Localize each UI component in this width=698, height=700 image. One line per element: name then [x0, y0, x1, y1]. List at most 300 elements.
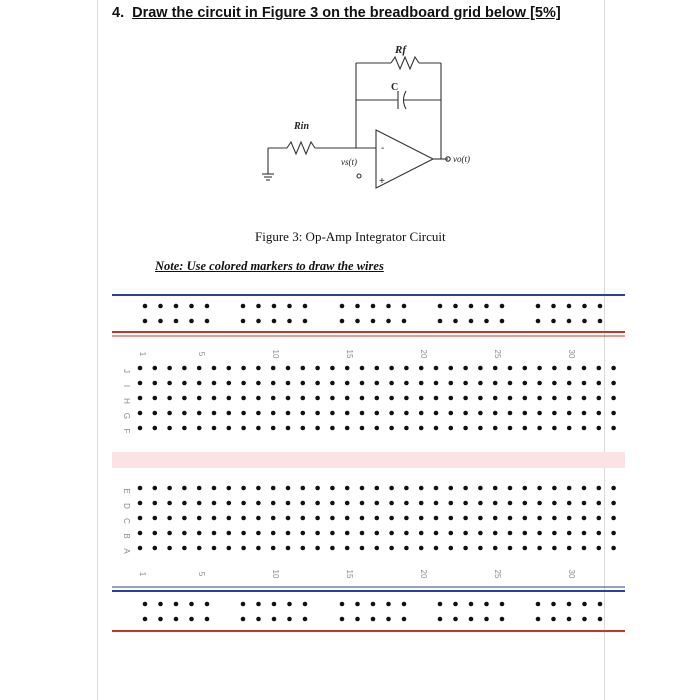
hole-j-30	[567, 366, 572, 371]
hole-e-8	[241, 486, 246, 491]
hole-i-9	[256, 381, 261, 386]
rail-bottom-2-hole	[551, 617, 556, 622]
hole-f-16	[360, 426, 365, 431]
hole-h-2	[153, 396, 158, 401]
hole-e-20	[419, 486, 424, 491]
hole-b-28	[537, 531, 542, 536]
column-number-bottom-5: 5	[197, 571, 207, 577]
hole-f-25	[493, 426, 498, 431]
hole-c-17	[375, 516, 380, 521]
hole-e-19	[404, 486, 409, 491]
hole-g-11	[286, 411, 291, 416]
row-letter-i: I	[122, 384, 131, 388]
hole-h-15	[345, 396, 350, 401]
hole-d-11	[286, 501, 291, 506]
hole-i-33	[611, 381, 616, 386]
rail-bottom-1-hole	[256, 602, 261, 607]
hole-a-28	[537, 546, 542, 551]
hole-c-14	[330, 516, 335, 521]
column-number-bottom-1: 1	[138, 571, 147, 577]
hole-c-9	[256, 516, 261, 521]
hole-a-27	[523, 546, 528, 551]
hole-c-16	[360, 516, 365, 521]
rail-bottom-1-hole	[371, 602, 376, 607]
rail-bottom-2-hole	[469, 617, 474, 622]
hole-h-28	[537, 396, 542, 401]
hole-j-7	[227, 366, 232, 371]
hole-b-6	[212, 531, 217, 536]
row-letter-j: J	[122, 369, 131, 373]
hole-i-26	[508, 381, 513, 386]
hole-g-23	[463, 411, 468, 416]
hole-d-33	[611, 501, 616, 506]
hole-j-23	[463, 366, 468, 371]
hole-e-11	[286, 486, 291, 491]
rail-top-2-hole	[355, 319, 360, 324]
hole-f-21	[434, 426, 439, 431]
rail-bottom-2-hole	[143, 617, 148, 622]
rail-top-2-hole	[340, 319, 345, 324]
hole-e-14	[330, 486, 335, 491]
rail-bottom-1-hole	[386, 602, 391, 607]
rail-bottom-1-hole	[582, 602, 587, 607]
rail-bottom-2-hole	[567, 617, 572, 622]
hole-e-4	[182, 486, 187, 491]
hole-b-27	[523, 531, 528, 536]
hole-h-33	[611, 396, 616, 401]
rail-bottom-2-hole	[174, 617, 179, 622]
rail-bottom-2-hole	[582, 617, 587, 622]
rail-top-1-hole	[598, 304, 603, 309]
hole-d-5	[197, 501, 202, 506]
question-number: 4.	[112, 5, 125, 21]
rail-top-1-hole	[469, 304, 474, 309]
rail-bottom-1-hole	[189, 602, 194, 607]
hole-i-18	[389, 381, 394, 386]
hole-e-2	[153, 486, 158, 491]
hole-b-9	[256, 531, 261, 536]
rail-top-1-hole	[272, 304, 277, 309]
rail-top-1-hole	[205, 304, 210, 309]
hole-c-18	[389, 516, 394, 521]
hole-h-31	[582, 396, 587, 401]
hole-f-18	[389, 426, 394, 431]
column-number-top-10: 10	[271, 349, 281, 359]
hole-d-22	[449, 501, 454, 506]
hole-c-11	[286, 516, 291, 521]
rail-bottom-2-hole	[402, 617, 407, 622]
rail-top-1-hole	[453, 304, 458, 309]
hole-h-19	[404, 396, 409, 401]
hole-j-14	[330, 366, 335, 371]
rail-top-2-hole	[158, 319, 163, 324]
hole-e-17	[375, 486, 380, 491]
row-letter-d: D	[122, 503, 131, 509]
hole-i-31	[582, 381, 587, 386]
hole-d-12	[301, 501, 306, 506]
rail-top-2-hole	[241, 319, 246, 324]
rail-top-2-hole	[598, 319, 603, 324]
hole-g-5	[197, 411, 202, 416]
hole-f-6	[212, 426, 217, 431]
hole-h-12	[301, 396, 306, 401]
rail-top-2-hole	[469, 319, 474, 324]
rail-top-2-hole	[272, 319, 277, 324]
hole-a-6	[212, 546, 217, 551]
hole-c-7	[227, 516, 232, 521]
hole-a-17	[375, 546, 380, 551]
hole-a-32	[597, 546, 602, 551]
hole-i-16	[360, 381, 365, 386]
hole-b-25	[493, 531, 498, 536]
hole-d-10	[271, 501, 276, 506]
hole-a-16	[360, 546, 365, 551]
hole-c-10	[271, 516, 276, 521]
rail-top-2-hole	[582, 319, 587, 324]
rail-bottom-1-hole	[551, 602, 556, 607]
row-letter-a: A	[122, 548, 131, 554]
hole-h-14	[330, 396, 335, 401]
hole-f-14	[330, 426, 335, 431]
hole-d-15	[345, 501, 350, 506]
hole-j-24	[478, 366, 483, 371]
hole-e-27	[523, 486, 528, 491]
hole-j-32	[597, 366, 602, 371]
hole-b-10	[271, 531, 276, 536]
hole-h-18	[389, 396, 394, 401]
rail-top-2-hole	[303, 319, 308, 324]
hole-g-19	[404, 411, 409, 416]
hole-f-3	[167, 426, 172, 431]
hole-c-5	[197, 516, 202, 521]
column-number-bottom-25: 25	[493, 569, 503, 579]
hole-g-15	[345, 411, 350, 416]
hole-j-10	[271, 366, 276, 371]
hole-a-10	[271, 546, 276, 551]
rail-bottom-2-hole	[598, 617, 603, 622]
hole-b-8	[241, 531, 246, 536]
hole-i-15	[345, 381, 350, 386]
rail-bottom-1-hole	[438, 602, 443, 607]
rail-bottom-1-hole	[453, 602, 458, 607]
hole-i-5	[197, 381, 202, 386]
row-letter-h: H	[122, 398, 131, 404]
hole-j-17	[375, 366, 380, 371]
hole-a-22	[449, 546, 454, 551]
hole-i-21	[434, 381, 439, 386]
hole-c-25	[493, 516, 498, 521]
hole-a-23	[463, 546, 468, 551]
hole-i-24	[478, 381, 483, 386]
rail-bottom-1-hole	[303, 602, 308, 607]
rail-bottom-1-hole	[500, 602, 505, 607]
hole-f-10	[271, 426, 276, 431]
hole-a-18	[389, 546, 394, 551]
rail-top-2-hole	[551, 319, 556, 324]
hole-d-19	[404, 501, 409, 506]
column-number-bottom-30: 30	[567, 569, 577, 579]
hole-g-21	[434, 411, 439, 416]
hole-d-26	[508, 501, 513, 506]
hole-j-25	[493, 366, 498, 371]
rail-bottom-1-hole	[340, 602, 345, 607]
hole-a-7	[227, 546, 232, 551]
hole-i-22	[449, 381, 454, 386]
input-voltage-label: vs(t)	[341, 157, 357, 167]
hole-a-30	[567, 546, 572, 551]
rail-bottom-1-hole	[205, 602, 210, 607]
hole-c-21	[434, 516, 439, 521]
hole-h-3	[167, 396, 172, 401]
rail-top-2-hole	[189, 319, 194, 324]
hole-c-3	[167, 516, 172, 521]
column-number-top-15: 15	[345, 349, 355, 359]
hole-a-14	[330, 546, 335, 551]
hole-c-23	[463, 516, 468, 521]
hole-g-26	[508, 411, 513, 416]
hole-c-31	[582, 516, 587, 521]
rail-top-1-hole	[484, 304, 489, 309]
hole-i-11	[286, 381, 291, 386]
hole-b-12	[301, 531, 306, 536]
hole-c-1	[138, 516, 143, 521]
hole-b-18	[389, 531, 394, 536]
hole-f-26	[508, 426, 513, 431]
hole-h-9	[256, 396, 261, 401]
rail-top-1-hole	[500, 304, 505, 309]
hole-g-31	[582, 411, 587, 416]
rail-top-2-hole	[143, 319, 148, 324]
hole-c-24	[478, 516, 483, 521]
hole-h-11	[286, 396, 291, 401]
hole-j-5	[197, 366, 202, 371]
hole-g-3	[167, 411, 172, 416]
hole-h-24	[478, 396, 483, 401]
hole-b-26	[508, 531, 513, 536]
hole-i-13	[315, 381, 320, 386]
hole-c-22	[449, 516, 454, 521]
rail-top-1-hole	[303, 304, 308, 309]
feedback-resistor-label: Rf	[395, 44, 406, 56]
hole-h-5	[197, 396, 202, 401]
column-number-top-25: 25	[493, 349, 503, 359]
hole-d-20	[419, 501, 424, 506]
hole-b-13	[315, 531, 320, 536]
rail-top-1-hole	[158, 304, 163, 309]
row-letter-e: E	[122, 488, 131, 494]
hole-a-12	[301, 546, 306, 551]
capacitor-label: C	[391, 82, 399, 93]
hole-d-32	[597, 501, 602, 506]
column-number-bottom-15: 15	[345, 569, 355, 579]
rail-bottom-2-hole	[355, 617, 360, 622]
hole-a-31	[582, 546, 587, 551]
hole-g-8	[241, 411, 246, 416]
hole-a-33	[611, 546, 616, 551]
column-number-top-30: 30	[567, 349, 577, 359]
hole-d-18	[389, 501, 394, 506]
hole-c-30	[567, 516, 572, 521]
question-text: Draw the circuit in Figure 3 on the breadboard grid below [5%]	[132, 5, 561, 21]
hole-a-2	[153, 546, 158, 551]
hole-g-33	[611, 411, 616, 416]
hole-g-24	[478, 411, 483, 416]
hole-e-24	[478, 486, 483, 491]
rail-bottom-1-hole	[174, 602, 179, 607]
rail-top-1-hole	[386, 304, 391, 309]
hole-e-30	[567, 486, 572, 491]
rail-top-1-hole	[536, 304, 541, 309]
rail-bottom-2-hole	[536, 617, 541, 622]
hole-h-26	[508, 396, 513, 401]
hole-g-18	[389, 411, 394, 416]
hole-d-29	[552, 501, 557, 506]
hole-g-9	[256, 411, 261, 416]
hole-e-3	[167, 486, 172, 491]
hole-c-20	[419, 516, 424, 521]
rail-bottom-1-hole	[484, 602, 489, 607]
hole-i-19	[404, 381, 409, 386]
hole-d-28	[537, 501, 542, 506]
rail-bottom-1-hole	[402, 602, 407, 607]
hole-b-16	[360, 531, 365, 536]
hole-b-4	[182, 531, 187, 536]
rail-bottom-2-hole	[484, 617, 489, 622]
rail-top-1-hole	[287, 304, 292, 309]
hole-b-29	[552, 531, 557, 536]
hole-g-16	[360, 411, 365, 416]
hole-c-28	[537, 516, 542, 521]
hole-f-12	[301, 426, 306, 431]
hole-i-14	[330, 381, 335, 386]
hole-c-19	[404, 516, 409, 521]
hole-f-5	[197, 426, 202, 431]
hole-a-5	[197, 546, 202, 551]
hole-h-6	[212, 396, 217, 401]
hole-f-15	[345, 426, 350, 431]
column-number-top-20: 20	[419, 349, 429, 359]
hole-i-4	[182, 381, 187, 386]
hole-j-33	[611, 366, 616, 371]
hole-c-8	[241, 516, 246, 521]
rail-top-1-hole	[355, 304, 360, 309]
hole-h-16	[360, 396, 365, 401]
rail-bottom-2-hole	[386, 617, 391, 622]
rail-bottom-2-hole	[500, 617, 505, 622]
hole-d-8	[241, 501, 246, 506]
rail-top-1-hole	[241, 304, 246, 309]
hole-f-29	[552, 426, 557, 431]
hole-i-32	[597, 381, 602, 386]
hole-h-17	[375, 396, 380, 401]
column-number-top-5: 5	[197, 351, 207, 357]
rail-top-1-hole	[256, 304, 261, 309]
hole-g-6	[212, 411, 217, 416]
hole-j-8	[241, 366, 246, 371]
hole-e-5	[197, 486, 202, 491]
rail-bottom-1-hole	[158, 602, 163, 607]
hole-e-23	[463, 486, 468, 491]
hole-e-29	[552, 486, 557, 491]
rail-top-2-hole	[453, 319, 458, 324]
hole-f-33	[611, 426, 616, 431]
hole-b-5	[197, 531, 202, 536]
figure-caption: Figure 3: Op-Amp Integrator Circuit	[255, 229, 446, 244]
hole-h-22	[449, 396, 454, 401]
hole-h-7	[227, 396, 232, 401]
rail-bottom-2-hole	[272, 617, 277, 622]
hole-g-28	[537, 411, 542, 416]
hole-d-23	[463, 501, 468, 506]
hole-g-27	[523, 411, 528, 416]
rail-top-1-hole	[582, 304, 587, 309]
hole-j-18	[389, 366, 394, 371]
hole-c-12	[301, 516, 306, 521]
hole-j-22	[449, 366, 454, 371]
hole-b-14	[330, 531, 335, 536]
hole-h-32	[597, 396, 602, 401]
hole-i-12	[301, 381, 306, 386]
hole-g-30	[567, 411, 572, 416]
hole-c-27	[523, 516, 528, 521]
hole-g-7	[227, 411, 232, 416]
hole-e-13	[315, 486, 320, 491]
hole-a-8	[241, 546, 246, 551]
hole-g-4	[182, 411, 187, 416]
hole-b-24	[478, 531, 483, 536]
rail-top-2-hole	[386, 319, 391, 324]
rail-bottom-2-hole	[241, 617, 246, 622]
hole-f-32	[597, 426, 602, 431]
hole-b-7	[227, 531, 232, 536]
hole-j-20	[419, 366, 424, 371]
hole-b-17	[375, 531, 380, 536]
hole-d-14	[330, 501, 335, 506]
rail-bottom-2-hole	[189, 617, 194, 622]
rail-top-2-hole	[484, 319, 489, 324]
hole-a-3	[167, 546, 172, 551]
hole-b-33	[611, 531, 616, 536]
rail-top-1-hole	[402, 304, 407, 309]
rail-bottom-2-hole	[340, 617, 345, 622]
hole-b-20	[419, 531, 424, 536]
hole-f-9	[256, 426, 261, 431]
rail-bottom-1-hole	[567, 602, 572, 607]
hole-i-3	[167, 381, 172, 386]
hole-d-6	[212, 501, 217, 506]
rail-top-2-hole	[500, 319, 505, 324]
rail-top-1-hole	[174, 304, 179, 309]
rail-bottom-2-hole	[287, 617, 292, 622]
rail-top-2-hole	[567, 319, 572, 324]
rail-top-2-hole	[205, 319, 210, 324]
hole-h-29	[552, 396, 557, 401]
hole-i-1	[138, 381, 143, 386]
hole-d-13	[315, 501, 320, 506]
hole-b-1	[138, 531, 143, 536]
hole-f-28	[537, 426, 542, 431]
hole-a-9	[256, 546, 261, 551]
inverting-input-label: -	[381, 143, 385, 154]
rail-top-2-hole	[438, 319, 443, 324]
hole-c-2	[153, 516, 158, 521]
hole-j-21	[434, 366, 439, 371]
rail-bottom-1-hole	[241, 602, 246, 607]
hole-j-13	[315, 366, 320, 371]
hole-e-6	[212, 486, 217, 491]
hole-h-10	[271, 396, 276, 401]
hole-d-25	[493, 501, 498, 506]
